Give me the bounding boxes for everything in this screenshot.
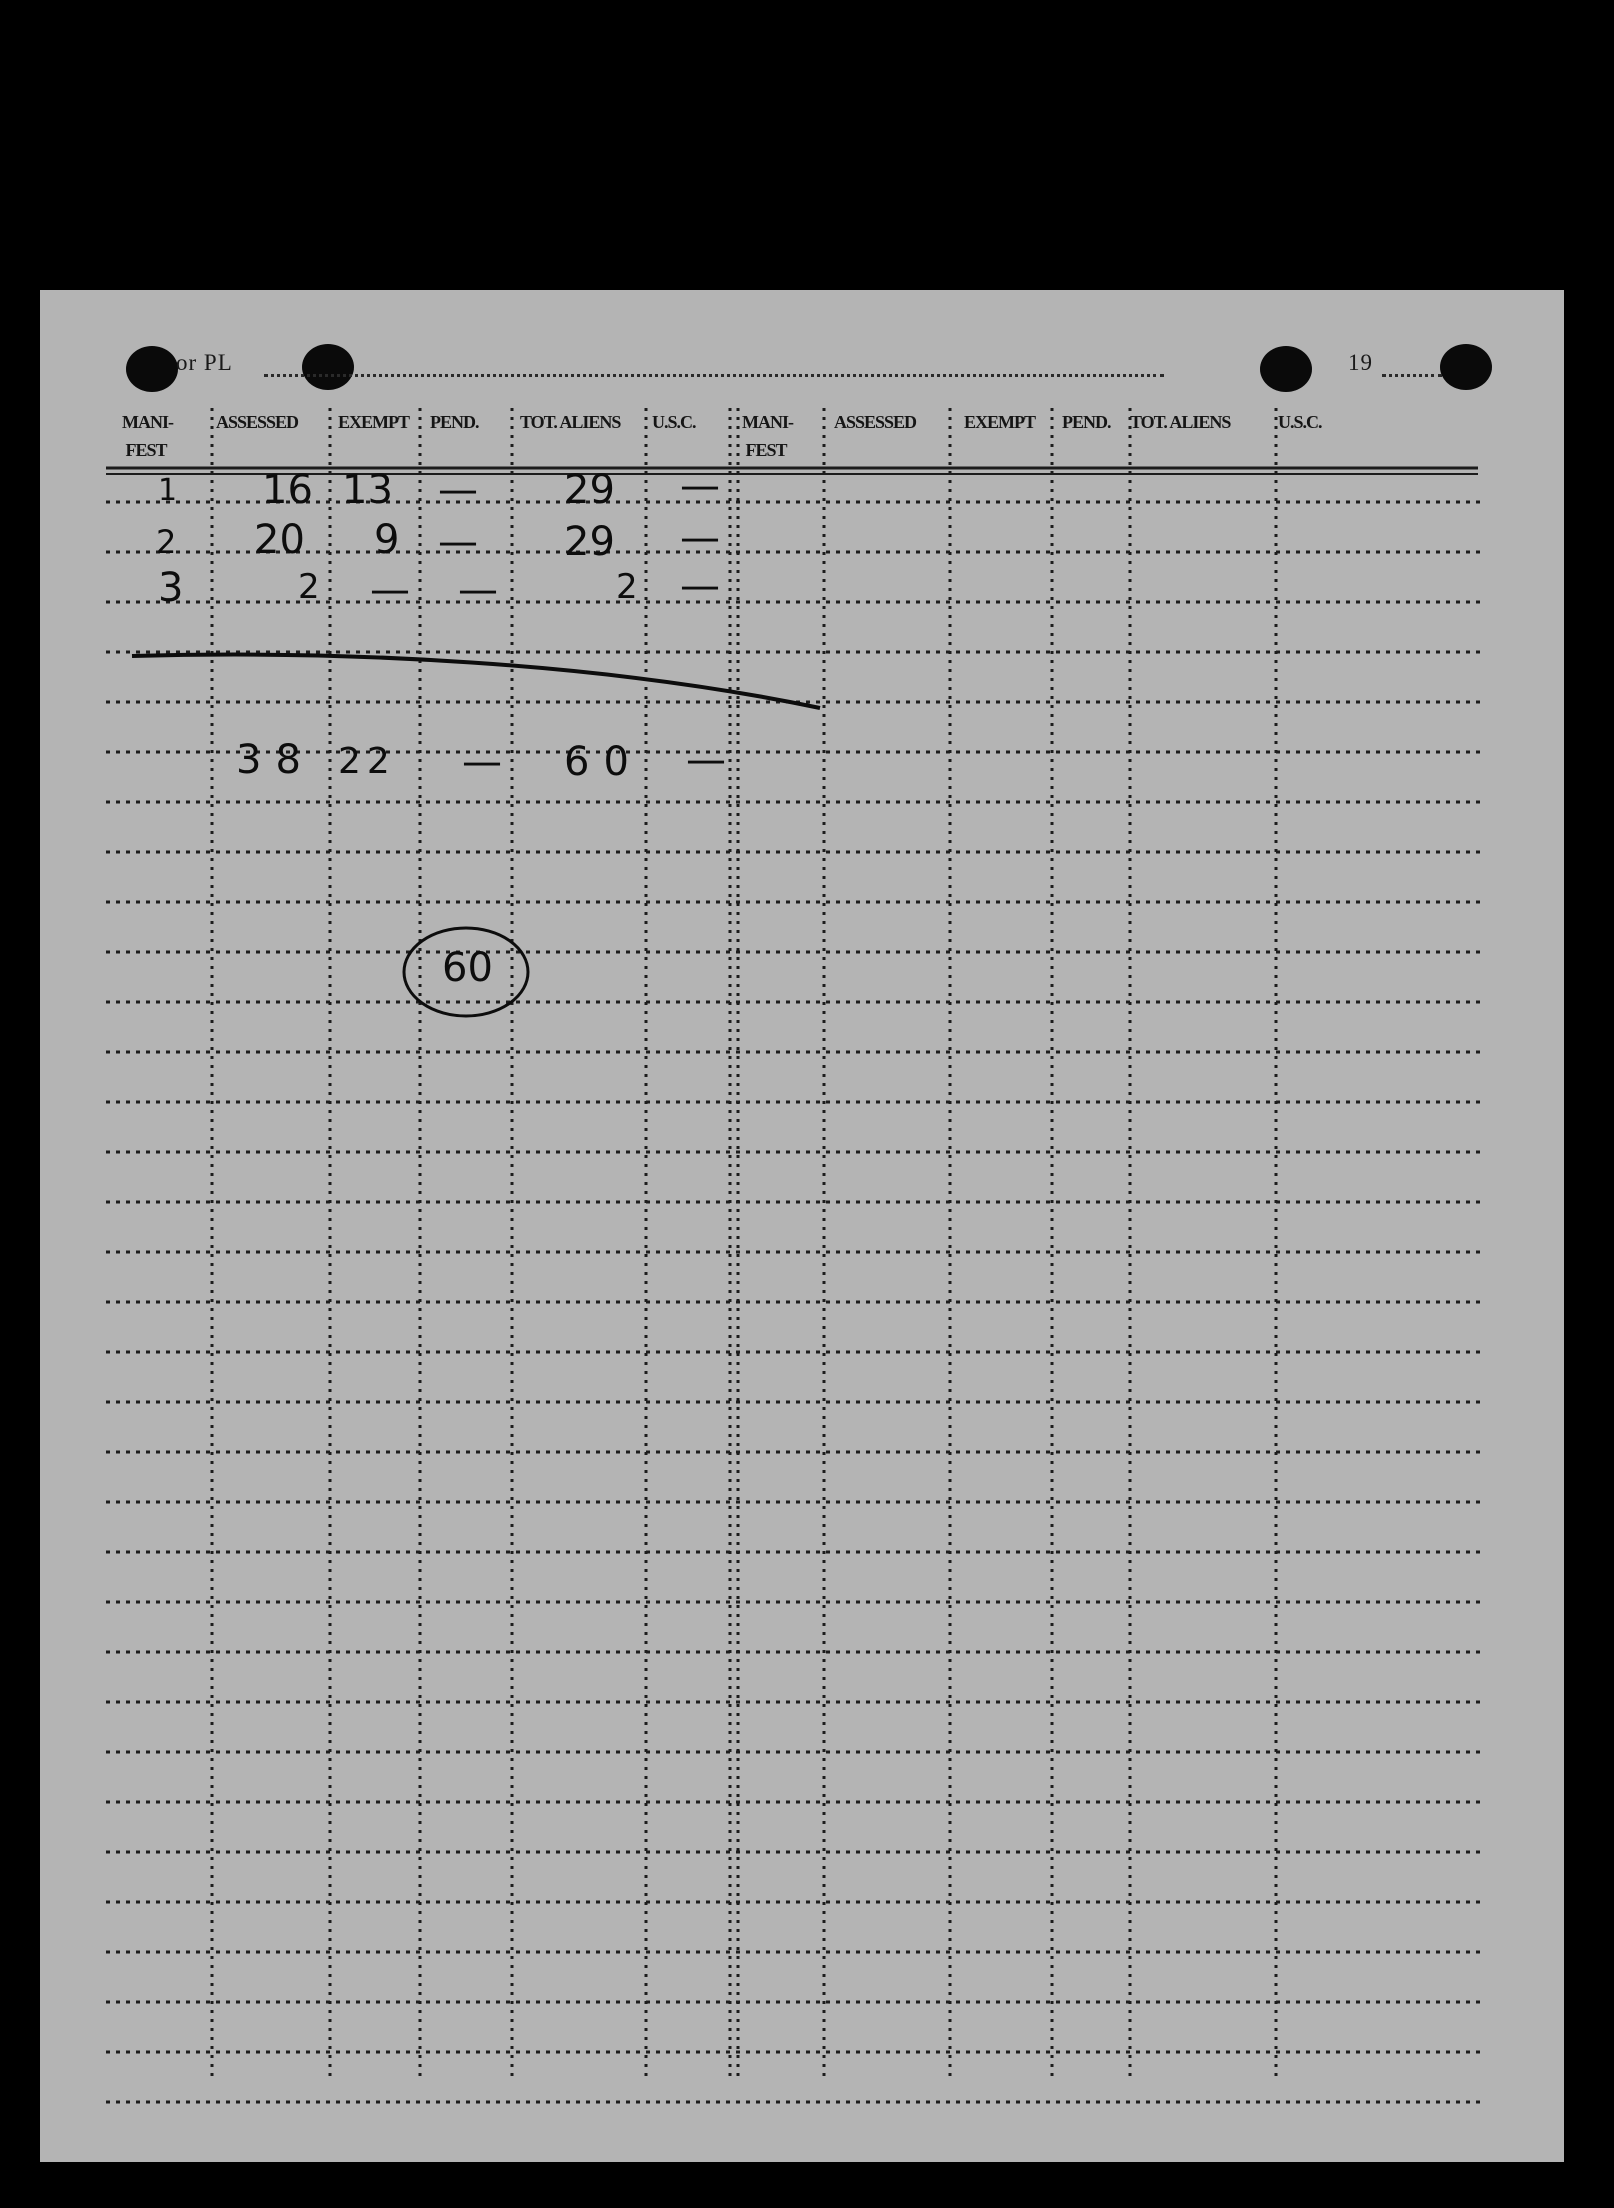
row2-tot-aliens: 29 (564, 519, 615, 565)
circled-total: 60 (442, 945, 493, 991)
header-usc-left: U.S.C. (652, 412, 696, 432)
year-label: 19 (1348, 350, 1373, 375)
row2-pend: — (438, 519, 478, 565)
row1-manifest: 1 (158, 473, 178, 508)
total-assessed: 38 (236, 737, 315, 783)
row3-tot-aliens: 2 (616, 567, 638, 607)
handwritten-sum-line (132, 655, 820, 708)
row2-exempt: 9 (374, 517, 400, 563)
row2-usc: — (680, 515, 720, 561)
row3-exempt: — (370, 567, 410, 613)
row2-manifest: 2 (156, 523, 177, 561)
row1-exempt: 13 (342, 467, 393, 513)
header-pend-right: PEND. (1062, 412, 1111, 432)
total-pend: — (462, 739, 502, 785)
total-exempt: 22 (338, 741, 396, 782)
header-pend-left: PEND. (430, 412, 479, 432)
form-sheet (40, 290, 1564, 2162)
row3-usc: — (680, 563, 720, 609)
header-tot-aliens-left: TOT. ALIENS (520, 412, 621, 432)
header-assessed-left: ASSESSED (216, 412, 299, 432)
header-manifest-left: MANI- FEST (122, 412, 173, 460)
header-exempt-left: EXEMPT (338, 412, 410, 432)
total-tot-aliens: 60 (564, 739, 643, 785)
row3-assessed: 2 (298, 567, 320, 607)
row3-manifest: 3 (158, 565, 184, 611)
row1-pend: — (438, 467, 478, 513)
ruled-grid (40, 290, 1564, 2162)
header-assessed-right: ASSESSED (834, 412, 917, 432)
header-manifest-right: MANI- FEST (742, 412, 793, 460)
header-tot-aliens-right: TOT. ALIENS (1130, 412, 1231, 432)
header-exempt-right: EXEMPT (964, 412, 1036, 432)
row1-usc: — (680, 463, 720, 509)
header-usc-right: U.S.C. (1278, 412, 1322, 432)
row2-assessed: 20 (254, 517, 305, 563)
row1-assessed: 16 (262, 467, 313, 513)
row1-tot-aliens: 29 (564, 467, 615, 513)
port-label: or PL (176, 350, 233, 375)
total-usc: — (686, 737, 726, 783)
row3-pend: — (458, 567, 498, 613)
